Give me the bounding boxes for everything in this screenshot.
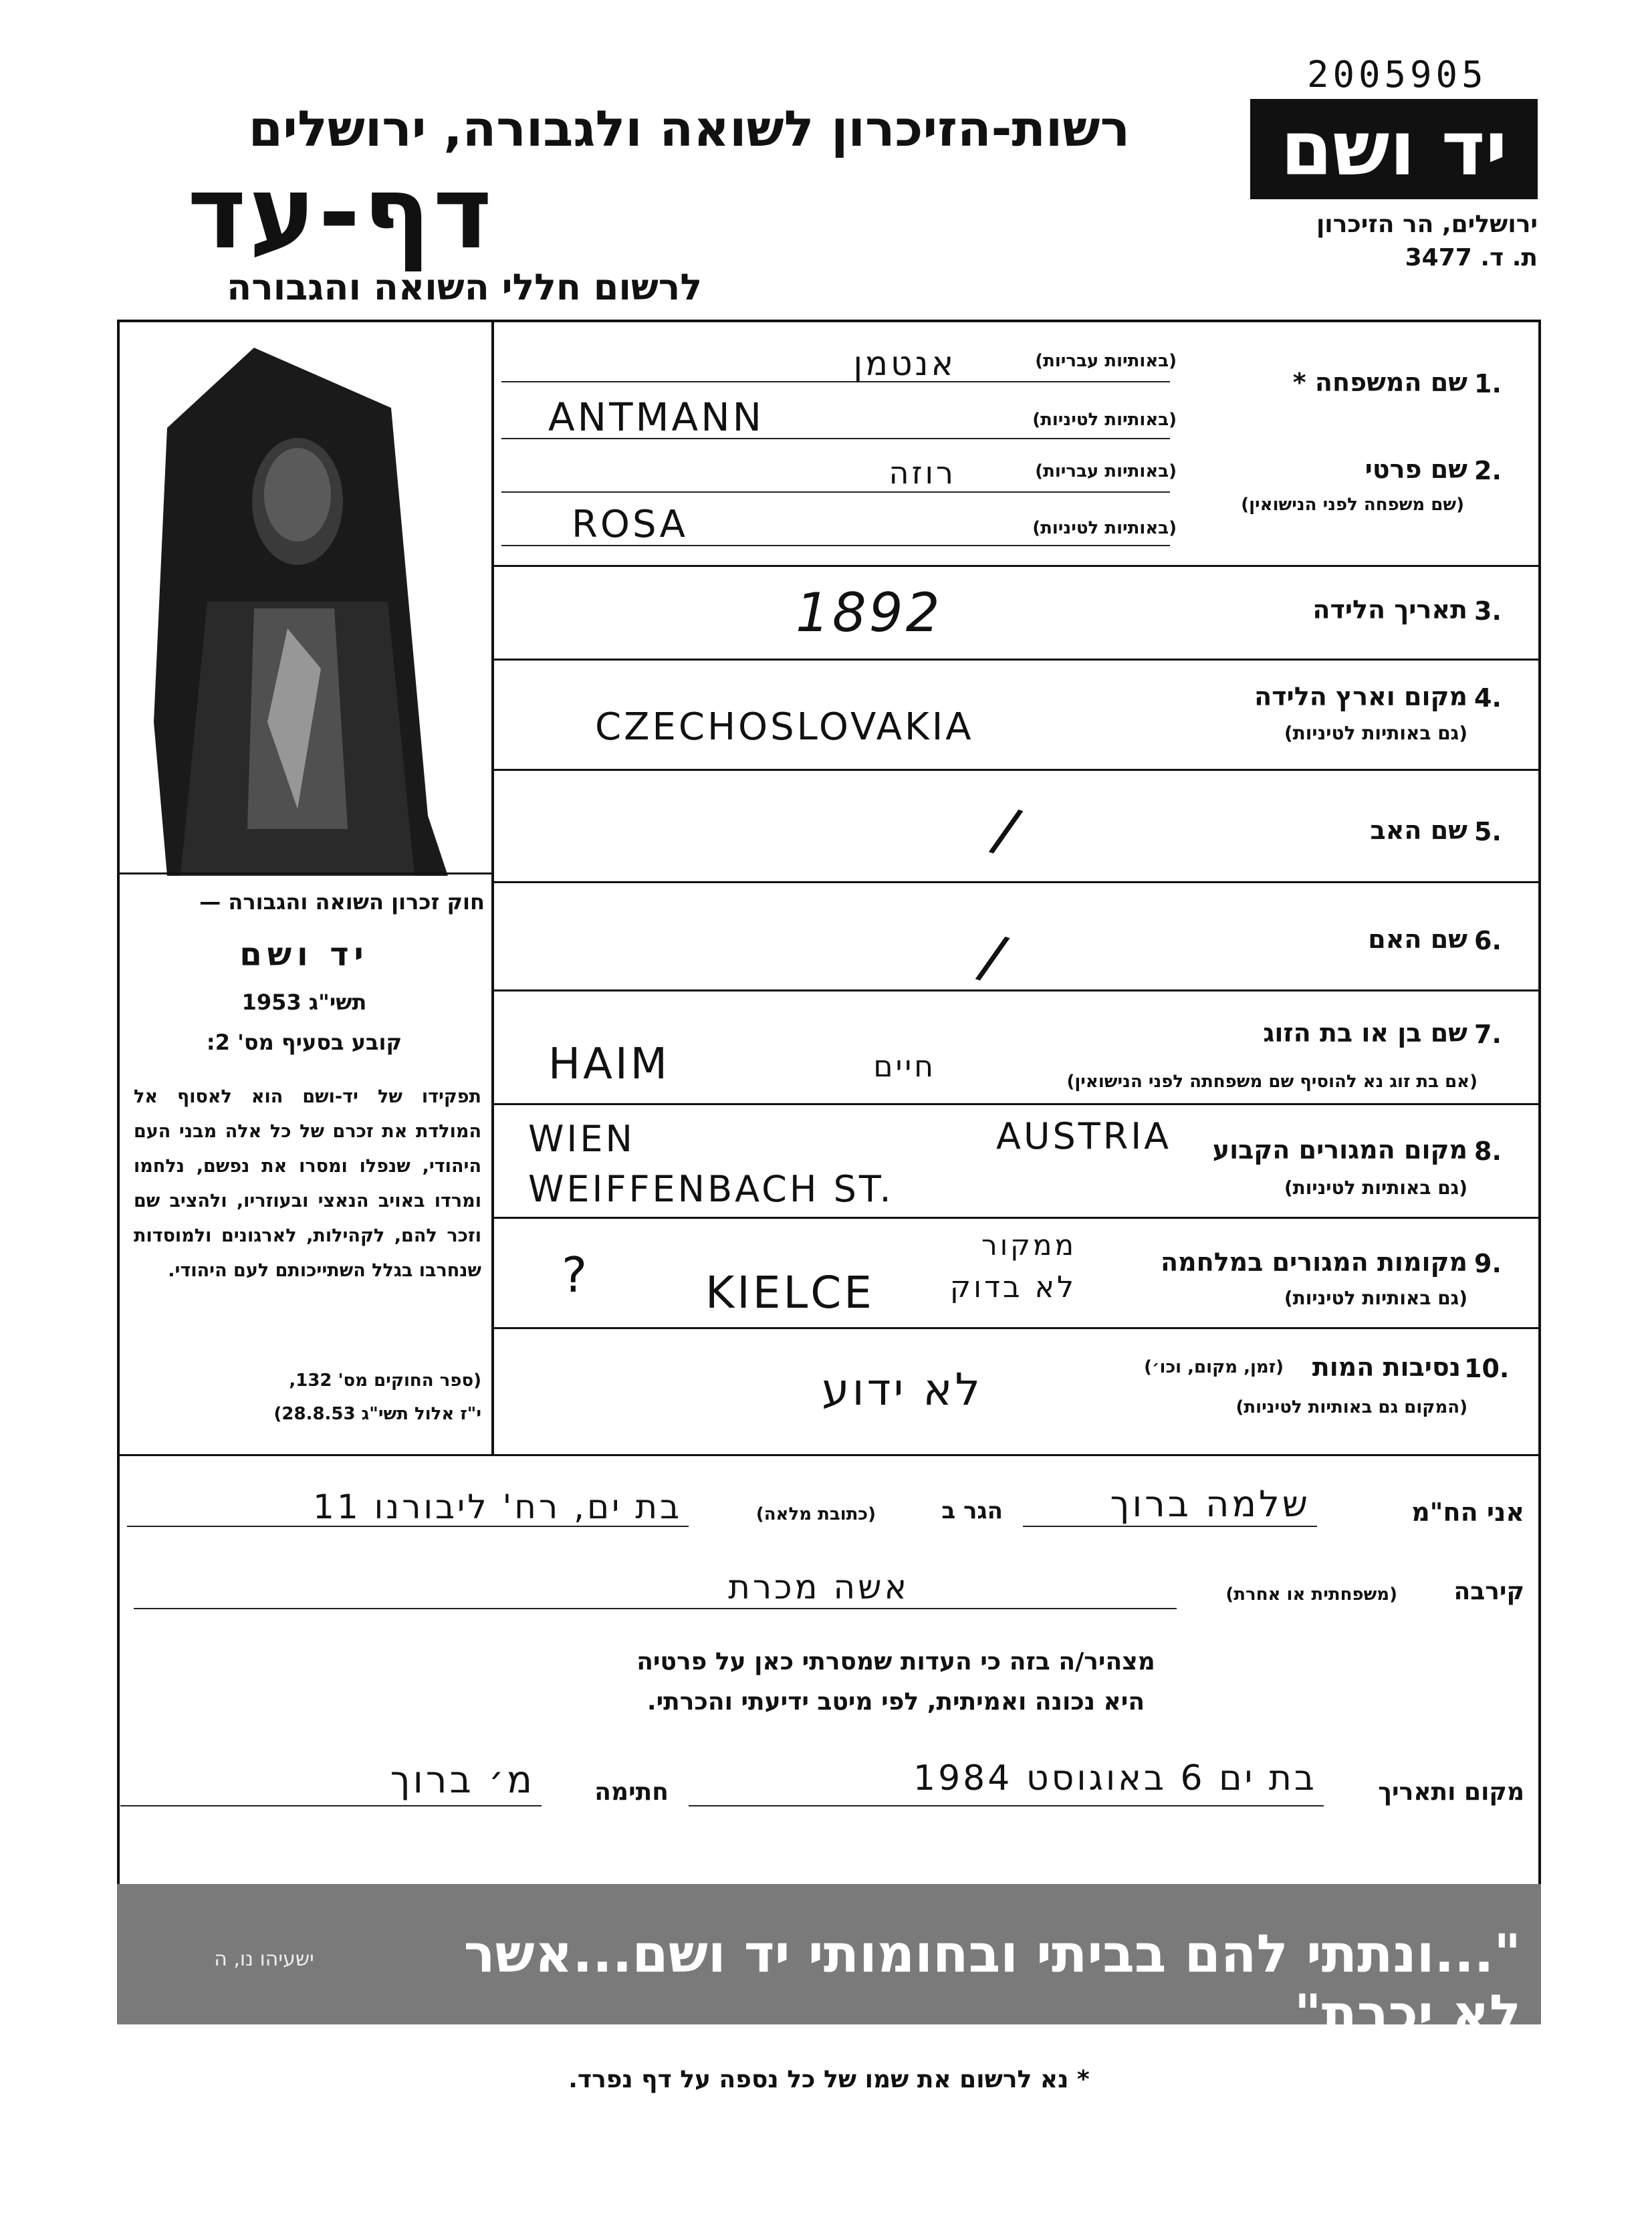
rule-after-field-5 bbox=[493, 881, 1540, 883]
relation-hint: (משפחתית או אחרת) bbox=[1225, 1585, 1397, 1605]
frame-photo-divider bbox=[491, 320, 494, 1456]
place-date-value[interactable]: בת ים 6 באוגוסט 1984 bbox=[913, 1758, 1317, 1798]
field-7-number: 7. bbox=[1474, 1020, 1502, 1049]
authority-name: רשות-הזיכרון לשואה ולגבורה, ירושלים bbox=[248, 100, 1130, 158]
field-1-number: 1. bbox=[1474, 369, 1502, 398]
field-2-latin-value[interactable]: ROSA bbox=[572, 503, 688, 546]
field-8-city-value[interactable]: WIEN bbox=[528, 1118, 635, 1160]
law-year: תשי"ג 1953 bbox=[241, 989, 367, 1015]
law-title: חוק זכרון השואה והגבורה — bbox=[199, 889, 485, 915]
field-10-hint: (המקום גם באותיות לטיניות) bbox=[1235, 1397, 1467, 1417]
law-reference-1: (ספר החוקים מס' 132, bbox=[289, 1371, 481, 1391]
field-9-hint: (גם באותיות לטיניות) bbox=[1284, 1287, 1467, 1309]
field-8-label: מקום המגורים הקבוע bbox=[1212, 1135, 1467, 1165]
declarant-label: אני הח"מ bbox=[1411, 1498, 1524, 1527]
field-3-value[interactable]: 1892 bbox=[796, 582, 943, 644]
frame-left bbox=[117, 320, 120, 1884]
statement-line-1: מצהיר/ה בזה כי העדות שמסרתי כאן על פרטיה bbox=[636, 1648, 1155, 1675]
declarant-name-value[interactable]: שלמה ברוך bbox=[1110, 1483, 1310, 1525]
rule-after-field-4 bbox=[493, 769, 1540, 771]
field-2-hebrew-line bbox=[501, 491, 1170, 493]
address-value[interactable]: בת ים, רח' ליבורנו 11 bbox=[313, 1488, 682, 1526]
field-10-inline-hint: (זמן, מקום, וכו׳) bbox=[1144, 1357, 1284, 1377]
law-clause: קובע בסעיף מס' 2: bbox=[206, 1030, 402, 1055]
banner-source: ישעיהו נו, ה bbox=[214, 1948, 314, 1971]
law-reference-2: י"ז אלול תשי"ג 28.8.53) bbox=[273, 1404, 481, 1424]
field-2-number: 2. bbox=[1474, 456, 1502, 485]
field-4-label: מקום וארץ הלידה bbox=[1254, 682, 1467, 711]
field-9-number: 9. bbox=[1474, 1249, 1502, 1278]
footer-note: * נא לרשום את שמו של כל נספה על דף נפרד. bbox=[568, 2066, 1090, 2093]
signature-line bbox=[120, 1805, 542, 1806]
field-2-hebrew-hint: (באותיות עבריות) bbox=[1035, 461, 1177, 481]
field-9-hebrew-top[interactable]: ממקור bbox=[981, 1229, 1076, 1262]
signature-value[interactable]: מ׳ ברוך bbox=[390, 1758, 535, 1802]
field-10-label: נסיבות המות bbox=[1312, 1353, 1461, 1382]
field-7-hint: (אם בת זוג נא להוסיף שם משפחתה לפני הנישואין) bbox=[1066, 1072, 1478, 1092]
field-9-hebrew-bottom[interactable]: לא בדוק bbox=[949, 1270, 1076, 1304]
address-line-2: ת. ד. 3477 bbox=[1405, 244, 1538, 271]
field-8-street-value[interactable]: WEIFFENBACH ST. bbox=[528, 1168, 894, 1210]
field-6-value[interactable]: / bbox=[972, 921, 1016, 995]
law-name: יד ושם bbox=[239, 936, 369, 973]
rule-after-field-9 bbox=[493, 1327, 1540, 1329]
field-9-latin-value[interactable]: KIELCE bbox=[705, 1267, 875, 1318]
field-2-hebrew-value[interactable]: רוזה bbox=[889, 455, 956, 491]
relation-label: קירבה bbox=[1453, 1578, 1524, 1605]
field-10-value[interactable]: לא ידוע bbox=[822, 1364, 983, 1415]
field-5-value[interactable]: / bbox=[985, 794, 1030, 868]
rule-after-field-3 bbox=[493, 659, 1540, 661]
field-1-hebrew-value[interactable]: אנטמן bbox=[853, 344, 956, 383]
portrait-photo bbox=[154, 348, 468, 876]
field-3-label: תאריך הלידה bbox=[1312, 595, 1467, 624]
place-date-line bbox=[689, 1805, 1324, 1806]
rule-after-field-10 bbox=[117, 1454, 1541, 1456]
quote-banner bbox=[117, 1884, 1541, 2044]
rule-after-field-8 bbox=[493, 1217, 1540, 1219]
field-9-label: מקומות המגורים במלחמה bbox=[1160, 1248, 1467, 1277]
field-5-label: שם האב bbox=[1370, 816, 1467, 845]
field-7-latin-value[interactable]: HAIM bbox=[548, 1040, 670, 1089]
field-1-latin-value[interactable]: ANTMANN bbox=[548, 394, 764, 440]
frame-top bbox=[117, 320, 1541, 322]
frame-right bbox=[1538, 320, 1541, 1884]
signature-label: חתימה bbox=[594, 1778, 669, 1806]
rule-after-field-7 bbox=[493, 1103, 1540, 1105]
relation-line bbox=[134, 1608, 1177, 1609]
photo-bottom-rule bbox=[117, 872, 493, 874]
field-4-value[interactable]: CZECHOSLOVAKIA bbox=[595, 705, 974, 749]
banner-quote: "...ונתתי להם בביתי ובחומותי יד ושם...אשר לא יכרת" bbox=[463, 1924, 1521, 2044]
field-7-label: שם בן או בת הזוג bbox=[1263, 1018, 1467, 1048]
field-1-latin-hint: (באותיות לטיניות) bbox=[1032, 410, 1177, 430]
field-4-hint: (גם באותיות לטיניות) bbox=[1284, 722, 1467, 744]
field-2-latin-hint: (באותיות לטיניות) bbox=[1032, 518, 1177, 538]
rule-after-field-6 bbox=[493, 989, 1540, 991]
field-2-label: שם פרטי bbox=[1365, 455, 1467, 484]
address-line-1: ירושלים, הר הזיכרון bbox=[1316, 211, 1538, 238]
logo-text: יד ושם bbox=[1280, 106, 1508, 193]
document-number: 2005905 bbox=[1307, 53, 1488, 96]
field-5-number: 5. bbox=[1474, 817, 1502, 846]
address-hint: (כתובת מלאה) bbox=[755, 1504, 876, 1524]
field-3-number: 3. bbox=[1474, 596, 1502, 626]
yad-vashem-logo bbox=[1250, 99, 1538, 199]
field-2-maiden-hint: (שם משפחה לפני הנישואין) bbox=[1241, 495, 1464, 515]
statement-line-2: היא נכונה ואמיתית, לפי מיטב ידיעתי והכרתי. bbox=[646, 1688, 1145, 1716]
field-8-country-value[interactable]: AUSTRIA bbox=[996, 1115, 1172, 1157]
field-6-label: שם האם bbox=[1368, 925, 1467, 954]
field-7-hebrew-value[interactable]: חיים bbox=[873, 1050, 936, 1084]
relation-value[interactable]: אשה מכרת bbox=[728, 1568, 909, 1607]
rule-after-field-2 bbox=[493, 565, 1540, 567]
resides-label: הגר ב bbox=[941, 1498, 1003, 1524]
field-9-unknown-value[interactable]: ? bbox=[562, 1247, 590, 1303]
declarant-name-line bbox=[1023, 1526, 1317, 1527]
law-text: תפקידו של יד-ושם הוא לאסוף אל המולדת את זכרם של כל אלה מבני העם היהודי, שנפלו ומסרו את נפשם, נלחמו ומרדו באויב הנאצי ובעוזריו, ולהציב שם וזכר להם, לקהילות, לארגונים ולמוסדות שנחרבו בגלל השתייכותם לעם היהודי. bbox=[134, 1086, 481, 1281]
field-8-number: 8. bbox=[1474, 1137, 1502, 1166]
form-title: דף-עד bbox=[187, 155, 495, 271]
field-4-number: 4. bbox=[1474, 683, 1502, 713]
form-subtitle: לרשום חללי השואה והגבורה bbox=[227, 266, 702, 308]
place-date-label: מקום ותאריך bbox=[1378, 1778, 1524, 1806]
field-1-hebrew-hint: (באותיות עבריות) bbox=[1035, 351, 1177, 371]
field-10-number: 10. bbox=[1464, 1354, 1510, 1383]
field-6-number: 6. bbox=[1474, 926, 1502, 955]
field-1-label: שם המשפחה * bbox=[1292, 368, 1467, 397]
field-8-hint: (גם באותיות לטיניות) bbox=[1284, 1177, 1467, 1199]
